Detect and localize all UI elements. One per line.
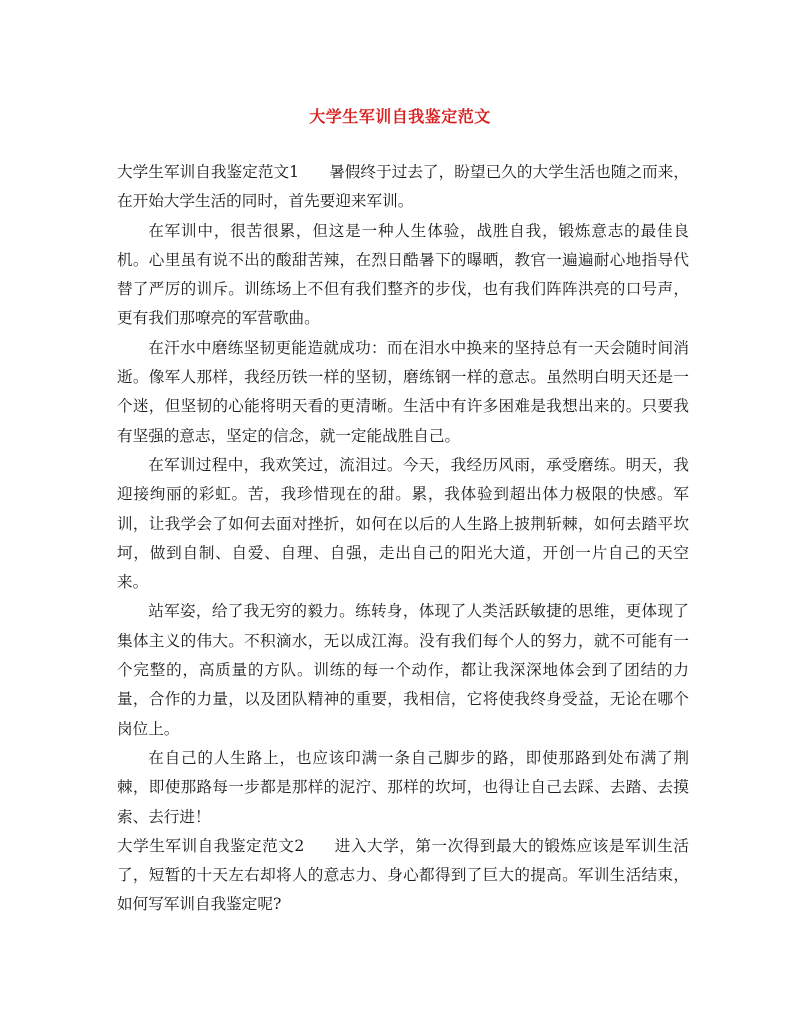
section-2-heading: 大学生军训自我鉴定范文2 (117, 836, 305, 855)
section-1-paragraph: 在军训中，很苦很累，但这是一种人生体验，战胜自我，锻炼意志的最佳良机。心里虽有说不出的酸甜苦辣，在烈日酷暑下的曝晒，教官一遍遍耐心地指导代替了严厉的训斥。训练场上不但有我们整齐的步伐，也有我们阵阵洪亮的口号声，更有我们那嘹亮的军营歌曲。 (117, 221, 689, 328)
document-body (117, 158, 689, 920)
section-1-lead: 暑假终于过去了，盼望已久的大学生活也随之而来，在开始大学生活的同时，首先要迎来军训。 (117, 163, 689, 211)
section-1-heading: 大学生军训自我鉴定范文1 (117, 163, 300, 181)
section-1-paragraph: 在自己的人生路上，也应该印满一条自己脚步的路，即使那路到处布满了荆棘，即使那路每一步都是那样的泥泞、那样的坎坷，也得让自己去踩、去踏、去摸索、去行进！ (117, 748, 689, 826)
section-1-paragraph: 在军训过程中，我欢笑过，流泪过。今天，我经历风雨，承受磨练。明天，我迎接绚丽的彩虹。苦，我珍惜现在的甜。累，我体验到超出体力极限的快感。军训，让我学会了如何去面对挫折，如何在以后的人生路上披荆斩棘，如何去踏平坎坷，做到自制、自爱、自理、自强，走出自己的阳光大道，开创一片自己的天空来。 (117, 455, 689, 592)
section-1-paragraph: 在汗水中磨练坚韧更能造就成功：而在泪水中换来的坚持总有一天会随时间消逝。像军人那样，我经历铁一样的坚韧，磨练钢一样的意志。虽然明白明天还是一个迷，但坚韧的心能将明天看的更清晰。生活中有许多困难是我想出来的。只要我有坚强的意志，坚定的信念，就一定能战胜自己。 (117, 338, 689, 445)
section-1-paragraph: 站军姿，给了我无穷的毅力。练转身，体现了人类活跃敏捷的思维，更体现了集体主义的伟大。不积滴水，无以成江海。没有我们每个人的努力，就不可能有一个完整的，高质量的方队。训练的每一个动作，都让我深深地体会到了团结的力量，合作的力量，以及团队精神的重要，我相信，它将使我终身受益，无论在哪个岗位上。 (117, 602, 689, 738)
section-2-lead: 进入大学，第一次得到最大的锻炼应该是军训生活了，短暂的十天左右却将人的意志力、身心都得到了巨大的提高。军训生活结束，如何写军训自我鉴定呢? (117, 836, 689, 914)
document-title: 大学生军训自我鉴定范文 (309, 107, 491, 126)
section-2-lead-paragraph (117, 832, 689, 920)
section-1-lead-paragraph (117, 158, 689, 217)
